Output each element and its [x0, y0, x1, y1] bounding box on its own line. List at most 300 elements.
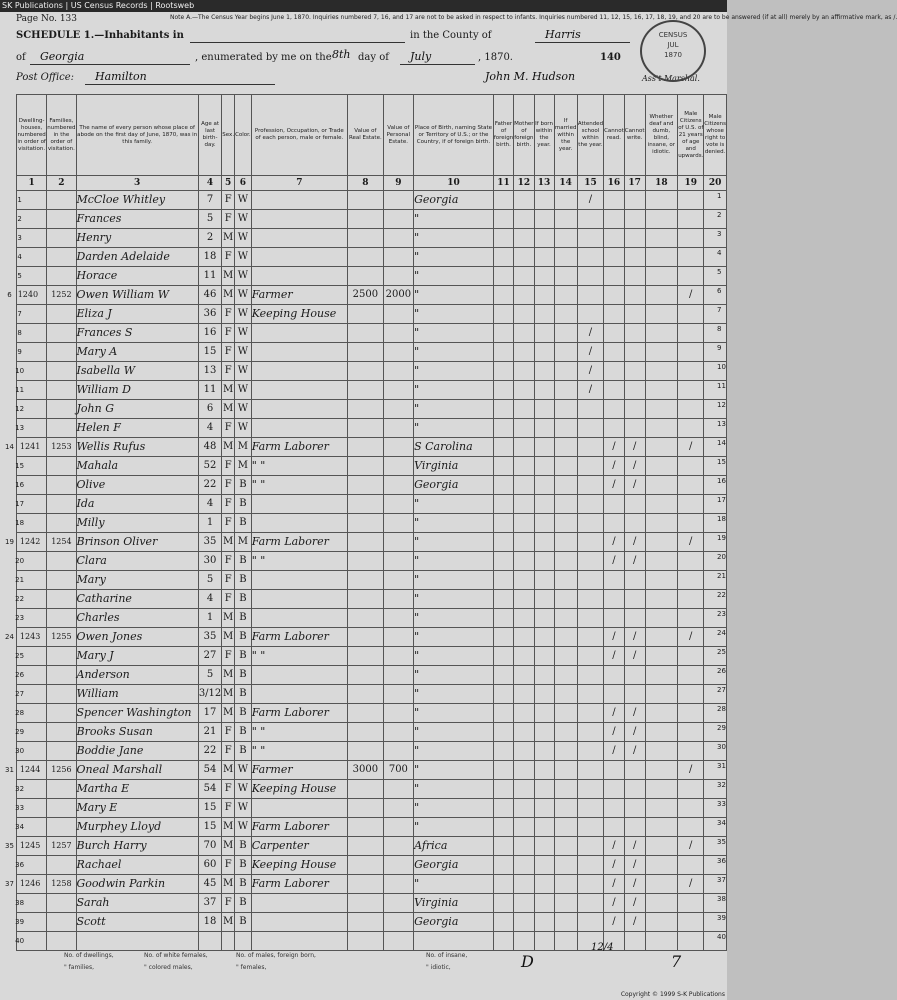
citizen-mark: /: [678, 438, 704, 457]
age: 21: [198, 723, 221, 742]
right-line-number: 36: [717, 857, 726, 865]
real-estate-value: [348, 324, 384, 343]
empty-cell: [554, 343, 577, 362]
family-number: [47, 343, 76, 362]
dwelling-cell: [5, 837, 47, 856]
citizen-mark: [678, 799, 704, 818]
county-line: [535, 42, 630, 43]
school-mark: [577, 248, 603, 267]
empty-cell: [493, 552, 513, 571]
empty-cell: [534, 267, 554, 286]
empty-cell: [514, 457, 534, 476]
empty-cell: [534, 894, 554, 913]
age: 35: [198, 628, 221, 647]
empty-cell: [645, 476, 678, 495]
sex: F: [222, 210, 235, 229]
empty-cell: [554, 229, 577, 248]
cannot-read-mark: [604, 818, 625, 837]
table-row: [17, 799, 727, 818]
color: B: [235, 685, 252, 704]
birthplace: Africa: [414, 837, 494, 856]
sex: M: [222, 685, 235, 704]
age: 18: [198, 248, 221, 267]
line-number: 28: [15, 709, 25, 717]
empty-cell: [493, 818, 513, 837]
empty-cell: [514, 761, 534, 780]
cannot-read-mark: [604, 761, 625, 780]
color: M: [235, 457, 252, 476]
empty-cell: [554, 571, 577, 590]
real-estate-value: [348, 419, 384, 438]
school-mark: [577, 837, 603, 856]
empty-cell: [514, 704, 534, 723]
cannot-write-mark: [624, 343, 645, 362]
cannot-write-mark: /: [624, 457, 645, 476]
sex: M: [222, 666, 235, 685]
cannot-write-mark: /: [624, 476, 645, 495]
dwelling-cell: [17, 799, 47, 818]
cannot-write-mark: /: [624, 704, 645, 723]
empty-cell: [493, 305, 513, 324]
school-mark: [577, 533, 603, 552]
personal-estate-value: [383, 799, 413, 818]
empty-cell: [554, 381, 577, 400]
line-number: 9: [17, 348, 22, 356]
cannot-write-mark: [624, 609, 645, 628]
occupation: Keeping House: [251, 856, 347, 875]
citizen-mark: [678, 780, 704, 799]
empty-cell: [554, 780, 577, 799]
footer-white-females: No. of white females,: [144, 952, 208, 959]
school-mark: [577, 229, 603, 248]
empty-cell: [534, 666, 554, 685]
personal-estate-value: [383, 438, 413, 457]
right-line-number: 30: [717, 743, 726, 751]
color: B: [235, 552, 252, 571]
cannot-read-mark: [604, 229, 625, 248]
age: 1: [198, 514, 221, 533]
age: 4: [198, 590, 221, 609]
line-number: 25: [15, 652, 25, 660]
empty-cell: [534, 647, 554, 666]
occupation: [251, 894, 347, 913]
empty-cell: [493, 742, 513, 761]
cannot-write-mark: [624, 799, 645, 818]
footer-tally-1: D: [521, 952, 534, 971]
empty-cell: [493, 704, 513, 723]
color: B: [235, 571, 252, 590]
empty-cell: [514, 476, 534, 495]
personal-estate-value: 2000: [383, 286, 413, 305]
cannot-write-mark: /: [624, 647, 645, 666]
empty-cell: [534, 191, 554, 210]
page-number: 140: [600, 52, 621, 63]
empty-cell: [645, 362, 678, 381]
occupation: Farm Laborer: [251, 875, 347, 894]
empty-cell: [534, 305, 554, 324]
color: B: [235, 723, 252, 742]
empty-cell: [554, 590, 577, 609]
empty-cell: [645, 229, 678, 248]
table-row: [17, 685, 727, 704]
age: 54: [198, 780, 221, 799]
cannot-read-mark: /: [604, 552, 625, 571]
birthplace: Georgia: [414, 191, 494, 210]
birthplace: ": [414, 590, 494, 609]
empty-cell: [534, 457, 554, 476]
empty-cell: [493, 286, 513, 305]
right-line-number: 40: [717, 933, 726, 941]
cannot-read-mark: [604, 210, 625, 229]
column-header: If married within the year.: [554, 95, 577, 176]
empty-cell: [493, 343, 513, 362]
cannot-read-mark: [604, 362, 625, 381]
citizen-mark: [678, 495, 704, 514]
age: 1: [198, 609, 221, 628]
column-header: Attended school within the year.: [577, 95, 603, 176]
line-number: 11: [15, 386, 25, 394]
personal-estate-value: [383, 552, 413, 571]
empty-cell: [493, 324, 513, 343]
right-line-number: 5: [717, 268, 722, 276]
empty-cell: [514, 552, 534, 571]
line-number: 26: [15, 671, 25, 679]
citizen-mark: [678, 666, 704, 685]
occupation: [251, 381, 347, 400]
empty-cell: [645, 723, 678, 742]
empty-cell: [645, 381, 678, 400]
person-name: Charles: [76, 609, 198, 628]
empty-cell: [534, 856, 554, 875]
column-header: The name of every person whose place of abode on the first day of June, 1870, was in this family.: [76, 95, 198, 176]
person-name: William D: [76, 381, 198, 400]
personal-estate-value: [383, 628, 413, 647]
family-number: [47, 647, 76, 666]
table-row: [17, 457, 727, 476]
occupation: [251, 932, 347, 951]
age: 60: [198, 856, 221, 875]
cannot-write-mark: [624, 571, 645, 590]
table-row: [17, 609, 727, 628]
sex: F: [222, 571, 235, 590]
personal-estate-value: [383, 229, 413, 248]
table-row: [17, 552, 727, 571]
school-mark: [577, 818, 603, 837]
citizen-mark: /: [678, 286, 704, 305]
birthplace: ": [414, 742, 494, 761]
dwelling-cell: [17, 476, 47, 495]
dwelling-cell: [17, 495, 47, 514]
empty-cell: [534, 590, 554, 609]
sex: F: [222, 476, 235, 495]
birthplace: ": [414, 666, 494, 685]
sex: M: [222, 267, 235, 286]
cannot-write-mark: [624, 362, 645, 381]
column-number: 16: [604, 176, 625, 191]
occupation: [251, 590, 347, 609]
citizen-mark: [678, 419, 704, 438]
table-row: [17, 381, 727, 400]
empty-cell: [514, 647, 534, 666]
sex: F: [222, 495, 235, 514]
family-number: 1257: [47, 837, 76, 856]
empty-cell: [554, 685, 577, 704]
right-line-number: 17: [717, 496, 726, 504]
family-number: [47, 799, 76, 818]
empty-cell: [554, 248, 577, 267]
cannot-write-mark: [624, 495, 645, 514]
school-mark: [577, 609, 603, 628]
personal-estate-value: [383, 362, 413, 381]
empty-cell: [645, 457, 678, 476]
real-estate-value: [348, 894, 384, 913]
family-number: [47, 723, 76, 742]
empty-cell: [514, 343, 534, 362]
empty-cell: [554, 742, 577, 761]
line-number: 24: [5, 633, 14, 641]
school-mark: /: [577, 381, 603, 400]
family-number: [47, 666, 76, 685]
cannot-write-mark: /: [624, 533, 645, 552]
person-name: William: [76, 685, 198, 704]
empty-cell: [645, 343, 678, 362]
empty-cell: [645, 609, 678, 628]
personal-estate-value: [383, 609, 413, 628]
person-name: Frances: [76, 210, 198, 229]
person-name: Scott: [76, 913, 198, 932]
real-estate-value: [348, 685, 384, 704]
age: 5: [198, 210, 221, 229]
empty-cell: [514, 248, 534, 267]
county-value: Harris: [545, 28, 581, 41]
empty-cell: [514, 723, 534, 742]
empty-cell: [534, 495, 554, 514]
color: B: [235, 875, 252, 894]
empty-cell: [493, 229, 513, 248]
cannot-write-mark: /: [624, 837, 645, 856]
dwelling-cell: [17, 324, 47, 343]
cannot-read-mark: /: [604, 457, 625, 476]
birthplace: ": [414, 723, 494, 742]
citizen-mark: [678, 457, 704, 476]
sex: M: [222, 761, 235, 780]
right-line-number: 4: [717, 249, 722, 257]
dwelling-cell: [17, 609, 47, 628]
school-mark: [577, 894, 603, 913]
column-header: Families, numbered in the order of visitation.: [47, 95, 76, 176]
sex: F: [222, 419, 235, 438]
real-estate-value: 2500: [348, 286, 384, 305]
column-header: Mother of foreign birth.: [514, 95, 534, 176]
empty-cell: [554, 552, 577, 571]
personal-estate-value: [383, 590, 413, 609]
right-line-number: 31: [717, 762, 726, 770]
birthplace: ": [414, 609, 494, 628]
age: 22: [198, 476, 221, 495]
cannot-write-mark: [624, 780, 645, 799]
right-line-number: 13: [717, 420, 726, 428]
empty-cell: [645, 856, 678, 875]
cannot-read-mark: [604, 400, 625, 419]
notice-text: Note A.—The Census Year begins June 1, 1870. Inquiries numbered 7, 16, and 17 are not to be asked in respect to infants. Inquiries numbered 11, 12, 15, 16, 17, 18, 19, and 20 are to be answered (if at all) merely by an affirmative mark, as /.: [170, 14, 897, 21]
column-header: Cannot read.: [604, 95, 625, 176]
dwelling-cell: [17, 742, 47, 761]
occupation: [251, 419, 347, 438]
empty-cell: [554, 267, 577, 286]
age: 16: [198, 324, 221, 343]
cannot-read-mark: /: [604, 438, 625, 457]
line-number: 13: [15, 424, 25, 432]
occupation: [251, 609, 347, 628]
line-number: 1: [17, 196, 22, 204]
person-name: Mary: [76, 571, 198, 590]
school-mark: [577, 210, 603, 229]
empty-cell: [514, 894, 534, 913]
sex: M: [222, 609, 235, 628]
empty-cell: [493, 590, 513, 609]
empty-cell: [534, 419, 554, 438]
day-value: 8th: [332, 48, 351, 61]
personal-estate-value: [383, 210, 413, 229]
color: B: [235, 476, 252, 495]
person-name: Brinson Oliver: [76, 533, 198, 552]
real-estate-value: [348, 666, 384, 685]
occupation: [251, 362, 347, 381]
birthplace: ": [414, 286, 494, 305]
age: 54: [198, 761, 221, 780]
table-row: [17, 191, 727, 210]
right-line-number: 29: [717, 724, 726, 732]
birthplace: ": [414, 267, 494, 286]
dwelling-cell: [17, 267, 47, 286]
real-estate-value: [348, 856, 384, 875]
family-number: [47, 780, 76, 799]
column-header: Father of foreign birth.: [493, 95, 513, 176]
citizen-mark: [678, 229, 704, 248]
person-name: Mary E: [76, 799, 198, 818]
line-number: 34: [15, 823, 25, 831]
empty-cell: [514, 685, 534, 704]
empty-cell: [645, 305, 678, 324]
empty-cell: [534, 552, 554, 571]
dwelling-cell: [17, 362, 47, 381]
cannot-write-mark: [624, 932, 645, 951]
color: M: [235, 533, 252, 552]
empty-cell: [645, 438, 678, 457]
person-name: John G: [76, 400, 198, 419]
line-number: 8: [17, 329, 22, 337]
occupation: Keeping House: [251, 780, 347, 799]
empty-cell: [645, 761, 678, 780]
cannot-write-mark: /: [624, 856, 645, 875]
citizen-mark: /: [678, 761, 704, 780]
column-number: 3: [76, 176, 198, 191]
citizen-mark: /: [678, 628, 704, 647]
column-header: Sex.: [222, 95, 235, 176]
dwelling-cell: [17, 856, 47, 875]
person-name: Catharine: [76, 590, 198, 609]
line-number: 21: [15, 576, 25, 584]
empty-cell: [554, 476, 577, 495]
person-name: Rachael: [76, 856, 198, 875]
birthplace: ": [414, 362, 494, 381]
person-name: Eliza J: [76, 305, 198, 324]
empty-cell: [534, 533, 554, 552]
right-line-number: 10: [717, 363, 726, 371]
table-row: [17, 533, 727, 552]
empty-cell: [514, 191, 534, 210]
color: M: [235, 438, 252, 457]
empty-cell: [645, 666, 678, 685]
cannot-write-mark: /: [624, 723, 645, 742]
table-row: [17, 761, 727, 780]
column-number: 4: [198, 176, 221, 191]
column-header: Cannot write.: [624, 95, 645, 176]
empty-cell: [645, 286, 678, 305]
empty-cell: [534, 799, 554, 818]
family-number: [47, 609, 76, 628]
real-estate-value: 3000: [348, 761, 384, 780]
school-mark: /: [577, 362, 603, 381]
sex: F: [222, 799, 235, 818]
cannot-read-mark: [604, 666, 625, 685]
empty-cell: [514, 419, 534, 438]
person-name: [76, 932, 198, 951]
cannot-read-mark: [604, 495, 625, 514]
right-line-number: 12: [717, 401, 726, 409]
column-header-row: [17, 95, 727, 176]
cannot-read-mark: [604, 305, 625, 324]
right-line-number: 1: [717, 192, 722, 200]
post-office-label: Post Office:: [16, 72, 75, 83]
column-number: 2: [47, 176, 76, 191]
cannot-read-mark: [604, 780, 625, 799]
school-mark: [577, 742, 603, 761]
sex: F: [222, 552, 235, 571]
column-number: 19: [678, 176, 704, 191]
age: 15: [198, 799, 221, 818]
citizen-mark: [678, 514, 704, 533]
dwelling-cell: [5, 875, 47, 894]
personal-estate-value: [383, 818, 413, 837]
empty-cell: [554, 837, 577, 856]
empty-cell: [534, 742, 554, 761]
empty-cell: [554, 438, 577, 457]
age: 4: [198, 419, 221, 438]
empty-cell: [514, 305, 534, 324]
age: 5: [198, 666, 221, 685]
citizen-mark: [678, 894, 704, 913]
empty-cell: [645, 913, 678, 932]
right-line-number: 15: [717, 458, 726, 466]
empty-cell: [534, 761, 554, 780]
cannot-write-mark: [624, 229, 645, 248]
empty-cell: [645, 533, 678, 552]
cannot-write-mark: [624, 267, 645, 286]
sex: M: [222, 381, 235, 400]
family-number: [47, 324, 76, 343]
census-table: [5, 94, 727, 951]
day-of-label: day of: [358, 52, 389, 63]
birthplace: ": [414, 628, 494, 647]
color: W: [235, 210, 252, 229]
empty-cell: [645, 590, 678, 609]
right-line-number: 16: [717, 477, 726, 485]
cannot-read-mark: /: [604, 628, 625, 647]
empty-cell: [645, 191, 678, 210]
empty-cell: [493, 210, 513, 229]
line-number: 31: [5, 766, 14, 774]
